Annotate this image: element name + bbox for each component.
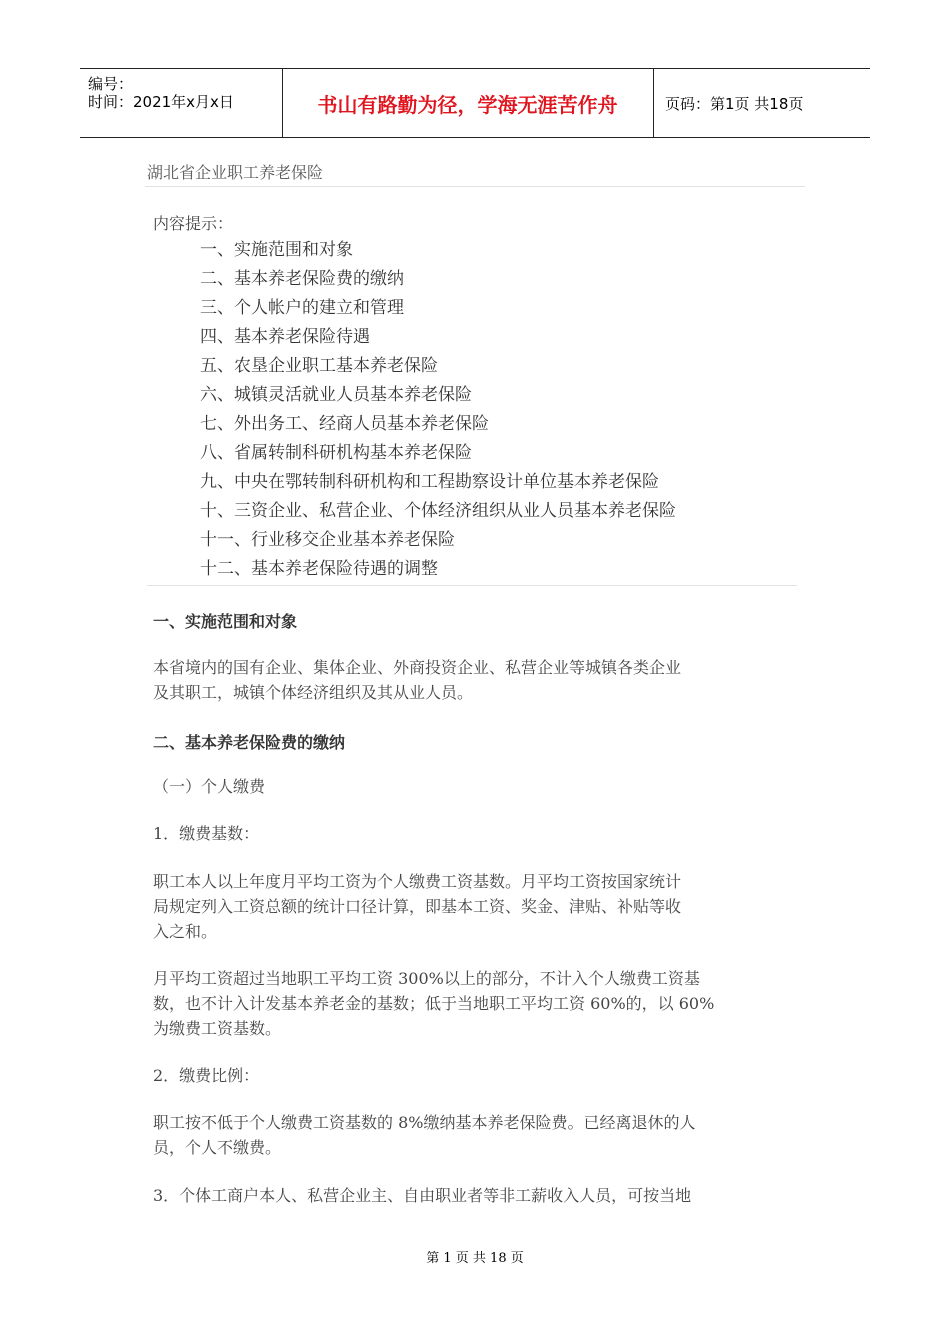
paragraph [153,1110,798,1160]
toc-item: 八、省属转制科研机构基本养老保险 [200,443,472,463]
toc-item: 一、实施范围和对象 [200,240,353,260]
toc-item: 十一、行业移交企业基本养老保险 [200,530,455,550]
divider [145,186,805,187]
text-line: 数，也不计入计发基本养老金的基数；低于当地职工平均工资 60%的，以 60% [153,994,715,1013]
time-label: 时间：2021年x月x日 [88,93,234,111]
text-line: 职工本人以上年度月平均工资为个人缴费工资基数。月平均工资按国家统计 [153,872,682,891]
paragraph [153,869,798,944]
text-line: 入之和。 [153,922,218,941]
section-heading: 二、基本养老保险费的缴纳 [153,733,346,752]
page-header [80,68,870,138]
text-line: 本省境内的国有企业、集体企业、外商投资企业、私营企业等城镇各类企业 [153,658,682,677]
list-item-label [153,1063,798,1088]
toc-item: 六、城镇灵活就业人员基本养老保险 [200,385,472,405]
text-line: 月平均工资超过当地职工平均工资 300%以上的部分，不计入个人缴费工资基 [153,969,700,988]
divider [147,585,797,586]
text-line: 3．个体工商户本人、私营企业主、自由职业者等非工薪收入人员，可按当地 [153,1186,692,1205]
table-of-contents [200,236,676,584]
text-line: 及其职工，城镇个体经济组织及其从业人员。 [153,683,474,702]
toc-item: 九、中央在鄂转制科研机构和工程勘察设计单位基本养老保险 [200,472,659,492]
toc-item: 十、三资企业、私营企业、个体经济组织从业人员基本养老保险 [200,501,676,521]
page-footer: 第 1 页 共 18 页 [426,1251,524,1266]
toc-item: 五、农垦企业职工基本养老保险 [200,356,438,376]
header-page-info: 页码：第1页 共18页 [665,94,804,113]
text-line: 2．缴费比例： [153,1066,260,1085]
list-item-label [153,821,798,846]
text-line: 1．缴费基数： [153,824,260,843]
subheading [153,774,798,799]
section-heading: 一、实施范围和对象 [153,612,298,631]
paragraph [153,966,798,1041]
toc-item: 十二、基本养老保险待遇的调整 [200,559,438,579]
toc-item: 四、基本养老保险待遇 [200,327,370,347]
header-meta [80,69,283,137]
toc-item: 三、个人帐户的建立和管理 [200,298,404,318]
toc-heading: 内容提示： [153,214,234,233]
paragraph [153,655,798,705]
text-line: 为缴费工资基数。 [153,1019,282,1038]
text-line: （一）个人缴费 [153,777,266,796]
document-title: 湖北省企业职工养老保险 [147,163,324,182]
header-motto: 书山有路勤为径，学海无涯苦作舟 [282,69,654,137]
text-line: 员，个人不缴费。 [153,1138,282,1157]
toc-item: 二、基本养老保险费的缴纳 [200,269,404,289]
text-line: 职工按不低于个人缴费工资基数的 8%缴纳基本养老保险费。已经离退休的人 [153,1113,696,1132]
paragraph [153,1183,798,1208]
text-line: 局规定列入工资总额的统计口径计算，即基本工资、奖金、津贴、补贴等收 [153,897,682,916]
number-label: 编号： [88,75,134,93]
toc-item: 七、外出务工、经商人员基本养老保险 [200,414,489,434]
